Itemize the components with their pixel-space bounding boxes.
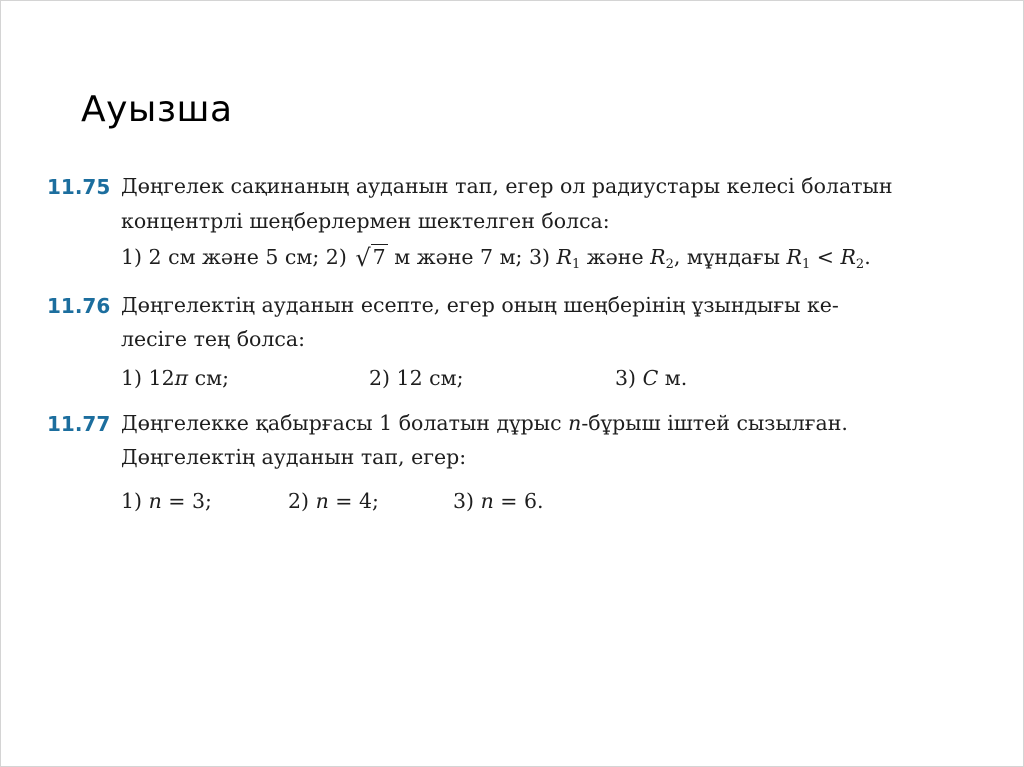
problem-11-76-line-2: лесіге тең болса:: [121, 327, 306, 351]
sqrt-symbol: √7: [355, 244, 386, 272]
r-symbol: R: [786, 245, 802, 269]
n-symbol: n: [148, 489, 162, 513]
r-subscript: 2: [665, 257, 674, 272]
problem-number-11-75: 11.75: [47, 175, 111, 199]
option-3-label: 3): [615, 366, 637, 390]
option-2-label: 2): [325, 245, 347, 269]
less-than-sign: <: [816, 245, 834, 269]
r-symbol: R: [556, 245, 572, 269]
r-subscript: 1: [571, 257, 581, 272]
option-1-label: 1): [121, 489, 143, 513]
problem-11-76-line-1: Дөңгелектің ауданын есепте, егер оның шеңберінің ұзындығы ке-: [121, 293, 839, 317]
line-1-start: Дөңгелекке қабырғасы 1 болатын дұрыс: [121, 411, 562, 435]
c-symbol: C: [642, 366, 659, 390]
problem-number-11-76: 11.76: [47, 294, 111, 318]
and-word: және: [586, 245, 644, 269]
line-1-end: -бұрыш іштей сызылған.: [581, 411, 848, 435]
option-2-label: 2): [288, 489, 310, 513]
problem-11-76-option-1: [121, 366, 229, 390]
option-1-suffix: см;: [188, 366, 229, 390]
sqrt-value: 7: [372, 245, 386, 269]
pi-symbol: π: [174, 366, 189, 390]
problem-11-77-option-3: [453, 489, 544, 513]
r-symbol: R: [840, 245, 856, 269]
r-subscript: 2: [855, 257, 865, 272]
option-3-rest: = 6.: [493, 489, 544, 513]
problem-11-77-line-1: [121, 411, 848, 435]
option-2-rest: м және 7 м;: [394, 245, 523, 269]
where-word: , мұндағы: [673, 245, 780, 269]
problem-number-11-77: 11.77: [47, 412, 111, 436]
option-2-rest: = 4;: [328, 489, 379, 513]
option-3-label: 3): [528, 245, 551, 269]
r-symbol: R: [650, 245, 666, 269]
slide-title: Ауызша: [81, 89, 233, 130]
problem-11-76-option-3: [615, 366, 687, 390]
n-symbol: n: [315, 489, 329, 513]
option-1-prefix: 1) 12: [121, 366, 175, 390]
problem-11-75-line-1: Дөңгелек сақинаның ауданын тап, егер ол радиустары келесі болатын: [121, 174, 893, 198]
problem-11-75-line-2: концентрлі шеңберлермен шектелген болса:: [121, 209, 610, 233]
problem-11-76-option-2: 2) 12 см;: [369, 366, 464, 390]
option-1-rest: = 3;: [161, 489, 212, 513]
r-subscript: 1: [801, 257, 811, 272]
problem-11-75-options: [121, 245, 871, 270]
option-3-label: 3): [453, 489, 475, 513]
n-symbol: n: [480, 489, 494, 513]
problem-11-77-option-1: [121, 489, 212, 513]
n-symbol: n: [568, 411, 582, 435]
problem-11-77-line-2: Дөңгелектің ауданын тап, егер:: [121, 445, 467, 469]
option-3-suffix: м.: [664, 366, 688, 390]
period: .: [864, 245, 871, 269]
problem-11-77-option-2: [288, 489, 379, 513]
option-1: 1) 2 см және 5 см;: [121, 245, 320, 269]
